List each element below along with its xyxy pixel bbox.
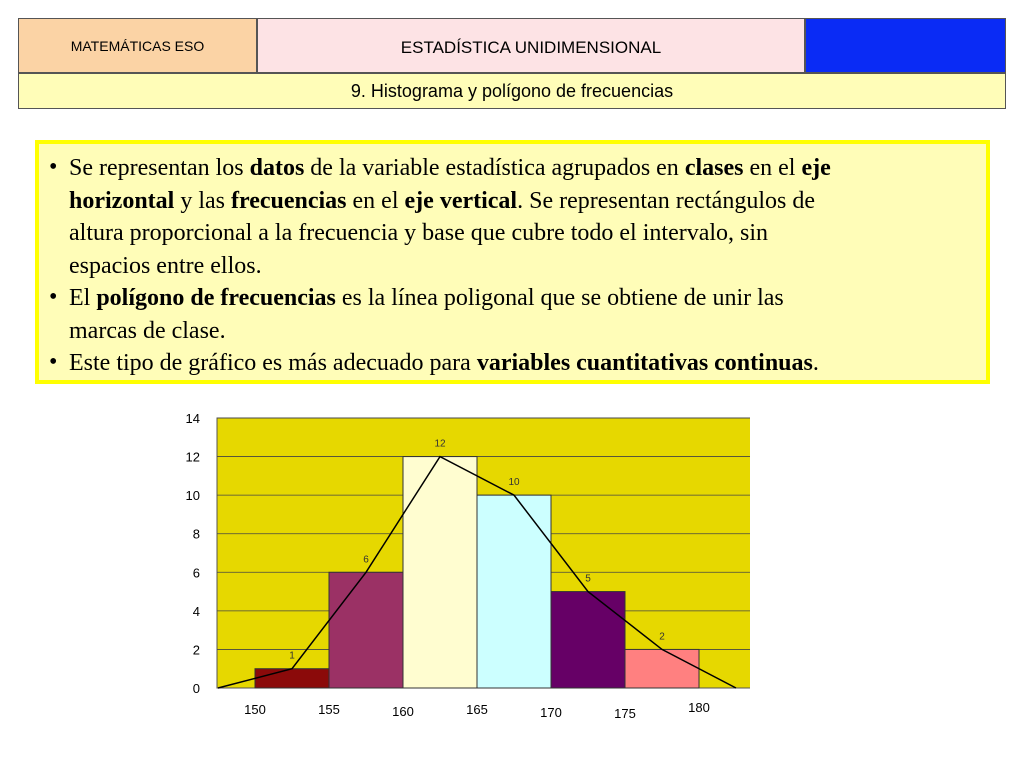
topic-text: ESTADÍSTICA UNIDIMENSIONAL [400,37,662,57]
text-segment: . [812,350,819,376]
y-tick-label: 2 [192,642,200,658]
bold-term: polígono de frecuencias [96,285,336,311]
y-tick-label: 4 [192,603,200,619]
x-tick-label: 175 [614,706,636,721]
y-tick-label: 6 [192,565,200,581]
explanation-box [35,140,990,384]
bullet-1-line-1 [69,152,831,185]
text-segment: altura proporcional a la frecuencia y base que cubre todo el intervalo, sin [69,220,769,246]
bar-value-label: 2 [659,631,665,643]
bold-term: eje vertical [404,187,518,214]
y-axis-ticks [186,411,200,696]
text-segment: de la variable estadística agrupados en [304,155,685,181]
text-segment: es la línea poligonal que se obtiene de unir las [335,285,784,311]
y-tick-label: 8 [192,526,200,542]
bold-term: clases [684,155,744,181]
bold-term: horizontal [69,187,175,214]
subject-label [18,18,257,73]
y-tick-label: 12 [185,449,200,465]
bold-term: frecuencias [231,187,347,214]
x-tick-label: 170 [540,705,562,720]
bullet-2-line-2 [69,315,226,348]
topic-title [257,18,805,73]
text-segment: Este tipo de gráfico es más adecuado para [69,350,477,376]
bullet-marker: • [49,154,58,180]
bullet-marker: • [49,349,58,375]
bullet-1-line-2 [69,185,815,218]
bullet-1-line-3 [69,217,768,250]
x-tick-label: 155 [318,702,340,717]
subject-text: MATEMÁTICAS ESO [70,37,205,54]
x-tick-label: 160 [392,704,414,719]
y-tick-label: 14 [185,411,200,426]
x-tick-label: 150 [244,702,266,717]
bar-value-label: 6 [363,554,369,566]
text-segment: . Se representan rectángulos de [517,187,815,214]
text-segment: El [69,285,97,311]
bullet-2-line-1 [69,282,784,315]
bar-value-label: 1 [289,650,295,662]
bar-value-label: 10 [508,477,520,489]
bold-term: variables cuantitativas continuas [476,350,813,376]
histogram-chart [150,400,750,730]
text-segment: marcas de clase. [69,317,226,344]
bold-term: eje [801,155,831,181]
histogram-bar [255,669,329,688]
bullet-1-line-4 [69,250,262,283]
y-tick-label: 10 [185,488,200,504]
histogram-bar [403,457,477,688]
text-segment: espacios entre ellos. [69,252,262,279]
histogram-bar [329,572,403,688]
text-segment: Se representan los [69,155,250,181]
text-segment: en el [346,187,405,214]
bullet-marker: • [49,284,58,310]
x-tick-label: 180 [688,700,710,715]
histogram-bar [551,592,625,688]
x-axis-ticks [244,700,710,721]
section-title [18,73,1006,109]
histogram-bar [625,649,699,688]
bold-term: datos [249,155,305,181]
bullet-3-line-1 [69,347,819,380]
histogram-bar [477,495,551,688]
text-segment: en el [743,155,802,181]
text-segment: y las [174,187,231,214]
section-text: 9. Histograma y polígono de frecuencias [350,80,674,101]
bar-value-label: 5 [585,573,591,585]
bar-value-label: 12 [434,438,446,450]
color-block [805,18,1006,73]
y-tick-label: 0 [192,681,200,696]
x-tick-label: 165 [466,702,488,717]
